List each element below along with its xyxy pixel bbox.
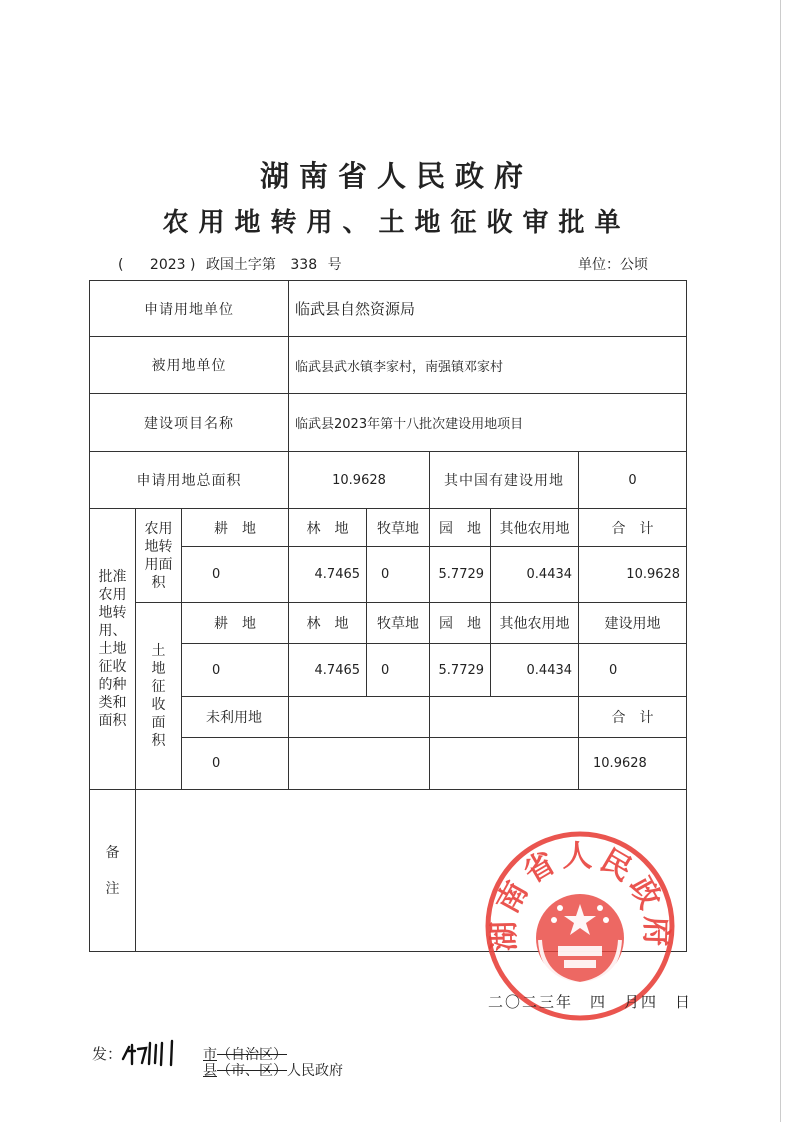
- conversion-value: 0: [182, 547, 289, 603]
- expropriation-header: 耕 地: [182, 603, 289, 644]
- expropriation-header: 牧草地: [367, 603, 430, 644]
- conversion-value: 5.7729: [430, 547, 491, 603]
- conversion-label-text: 农用地转用面积: [144, 520, 173, 591]
- doc-number-value: 338: [290, 257, 318, 273]
- expropriation-value: 0: [182, 644, 289, 697]
- expropriation-value: 0: [367, 644, 430, 697]
- remarks-label: [90, 790, 136, 952]
- empty-cell: [430, 697, 579, 738]
- project-label: 建设项目名称: [90, 394, 289, 452]
- doc-number-open: (: [118, 257, 124, 273]
- unit-label: 单位：公顷: [578, 257, 648, 273]
- expropriation-value: 0.4434: [491, 644, 579, 697]
- total-area-label: 申请用地总面积: [90, 452, 289, 509]
- expropriation-value: 5.7729: [430, 644, 491, 697]
- issue-county-city-district: （市、区）: [217, 1063, 287, 1079]
- issue-county: 县: [203, 1063, 217, 1079]
- unused-land-label: 未利用地: [182, 697, 289, 738]
- conversion-value: 0.4434: [491, 547, 579, 603]
- applicant-value: 临武县自然资源局: [289, 281, 687, 337]
- approval-section-text: 批准农用地转用、土地征收的种类和面积: [98, 569, 127, 729]
- issue-line-2: [203, 1060, 343, 1080]
- conversion-header: 林 地: [289, 509, 367, 547]
- issue-city: 市: [203, 1047, 217, 1063]
- approval-date: 二〇二三年 四 月四 日: [488, 993, 693, 1011]
- unused-land-value: 0: [182, 738, 289, 790]
- expropriation-label: [136, 603, 182, 790]
- project-value: 临武县2023年第十八批次建设用地项目: [289, 394, 687, 452]
- expropriation-header: 园 地: [430, 603, 491, 644]
- expropriation-header: 其他农用地: [491, 603, 579, 644]
- doc-year: 2023: [149, 257, 186, 273]
- expropriation-value: 4.7465: [289, 644, 367, 697]
- conversion-header: 耕 地: [182, 509, 289, 547]
- page-title: 湖南省人民政府: [259, 159, 533, 193]
- conversion-value: 10.9628: [579, 547, 687, 603]
- signature-strokes: [120, 1037, 182, 1067]
- doc-number-suffix: 号: [327, 257, 342, 273]
- issue-label: 发：: [92, 1045, 123, 1063]
- remarks-label-text: 备注: [105, 844, 120, 897]
- land-owner-label: 被用地单位: [90, 337, 289, 394]
- issue-autonomous-region: （自治区）: [217, 1047, 287, 1063]
- expropriation-header: 林 地: [289, 603, 367, 644]
- state-land-label: 其中国有建设用地: [430, 452, 579, 509]
- doc-number-prefix: 政国土字第: [205, 257, 276, 273]
- issue-government: 人民政府: [287, 1063, 343, 1079]
- handwritten-signature: [120, 1037, 182, 1067]
- conversion-header: 园 地: [430, 509, 491, 547]
- conversion-value: 0: [367, 547, 430, 603]
- conversion-label: [136, 509, 182, 603]
- conversion-header: 合 计: [579, 509, 687, 547]
- empty-cell: [289, 738, 430, 790]
- expropriation-value: 0: [579, 644, 687, 697]
- doc-number: [118, 254, 342, 274]
- expropriation-label-text: 土地征收面积: [151, 643, 166, 749]
- expropriation-total-label: 合 计: [579, 697, 687, 738]
- doc-number-close: ): [190, 257, 196, 273]
- state-land-value: 0: [579, 452, 687, 509]
- total-area-value: 10.9628: [289, 452, 430, 509]
- page-subtitle: 农用地转用、土地征收审批单: [162, 208, 631, 238]
- conversion-value: 4.7465: [289, 547, 367, 603]
- approval-section-label: [90, 509, 136, 790]
- empty-cell: [289, 697, 430, 738]
- expropriation-header: 建设用地: [579, 603, 687, 644]
- seal-text: 湖南省人民政府: [486, 838, 674, 952]
- expropriation-total-value: 10.9628: [579, 738, 687, 790]
- applicant-label: 申请用地单位: [90, 281, 289, 337]
- conversion-header: 牧草地: [367, 509, 430, 547]
- land-owner-value: 临武县武水镇李家村，南强镇邓家村: [289, 337, 687, 394]
- empty-cell: [430, 738, 579, 790]
- conversion-header: 其他农用地: [491, 509, 579, 547]
